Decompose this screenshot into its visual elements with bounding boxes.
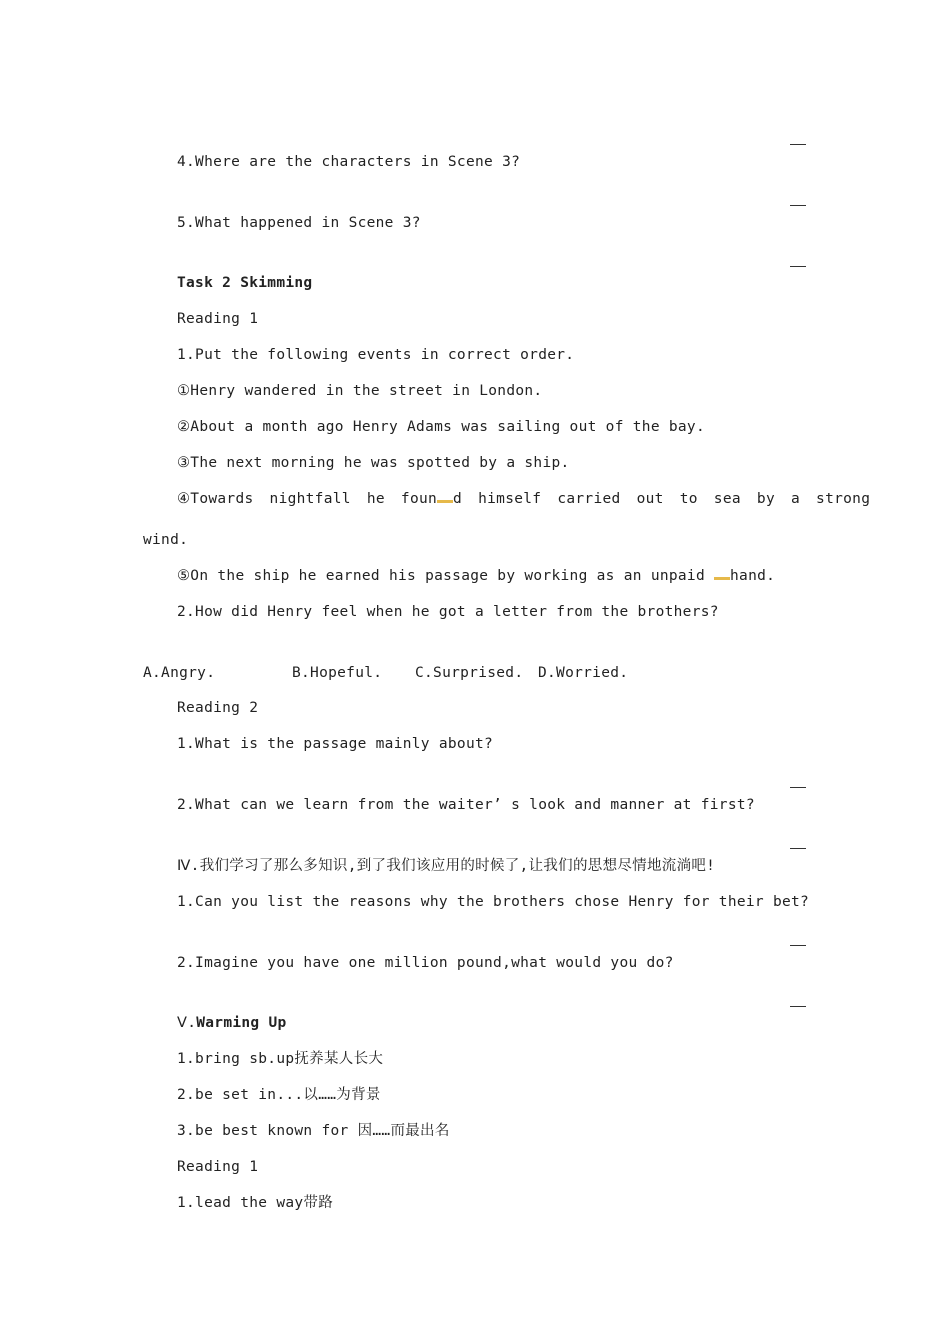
event-4-part-1: ④Towards nightfall he foun <box>177 491 438 507</box>
answer-line <box>790 945 806 946</box>
event-4-part-2: d himself carried out to sea by a strong <box>453 491 871 507</box>
highlight-mark <box>437 500 453 503</box>
event-3: ③The next morning he was spotted by a ship. <box>177 455 570 471</box>
event-5 <box>177 566 775 586</box>
reading-2-question-1: 1.What is the passage mainly about? <box>177 736 494 752</box>
section-4-heading: Ⅳ.我们学习了那么多知识,到了我们该应用的时候了,让我们的思想尽情地流淌吧! <box>177 858 716 874</box>
section-5-heading <box>177 1013 287 1033</box>
reading-2-heading: Reading 2 <box>177 700 259 716</box>
event-5-part-2: hand. <box>730 568 776 584</box>
reading-2-question-2: 2.What can we learn from the waiter’ s look and manner at first? <box>177 797 755 813</box>
highlight-mark <box>714 577 730 580</box>
event-4-continued: wind. <box>143 532 189 548</box>
reading-1b-item-1: 1.lead the way带路 <box>177 1195 334 1211</box>
option-c: C.Surprised. <box>415 665 524 681</box>
event-1: ①Henry wandered in the street in London. <box>177 383 543 399</box>
event-2: ②About a month ago Henry Adams was sailing out of the bay. <box>177 419 705 435</box>
reading-1-question-1: 1.Put the following events in correct order. <box>177 347 575 363</box>
question-4: 4.Where are the characters in Scene 3? <box>177 154 521 170</box>
section-4-question-1: 1.Can you list the reasons why the brothers chose Henry for their bet? <box>177 894 810 910</box>
answer-line <box>790 787 806 788</box>
answer-line <box>790 266 806 267</box>
option-a: A.Angry. <box>143 665 216 681</box>
task-2-heading: Task 2 Skimming <box>177 275 313 291</box>
warmup-item-3: 3.be best known for 因……而最出名 <box>177 1123 450 1139</box>
event-5-part-1: ⑤On the ship he earned his passage by working as an unpaid <box>177 568 715 584</box>
answer-line <box>790 144 806 145</box>
option-b: B.Hopeful. <box>292 665 383 681</box>
section-4-question-2: 2.Imagine you have one million pound,what would you do? <box>177 955 674 971</box>
warmup-item-2: 2.be set in...以……为背景 <box>177 1087 381 1103</box>
answer-line <box>790 848 806 849</box>
warmup-item-1: 1.bring sb.up抚养某人长大 <box>177 1051 384 1067</box>
section-5-title: Warming Up <box>196 1015 287 1031</box>
reading-1b-heading: Reading 1 <box>177 1159 259 1175</box>
question-5: 5.What happened in Scene 3? <box>177 215 421 231</box>
event-4 <box>177 489 870 509</box>
reading-1-heading: Reading 1 <box>177 311 259 327</box>
reading-1-question-2: 2.How did Henry feel when he got a letter from the brothers? <box>177 604 719 620</box>
section-5-number: Ⅴ. <box>177 1015 197 1031</box>
option-d: D.Worried. <box>538 665 629 681</box>
answer-line <box>790 205 806 206</box>
answer-line <box>790 1006 806 1007</box>
